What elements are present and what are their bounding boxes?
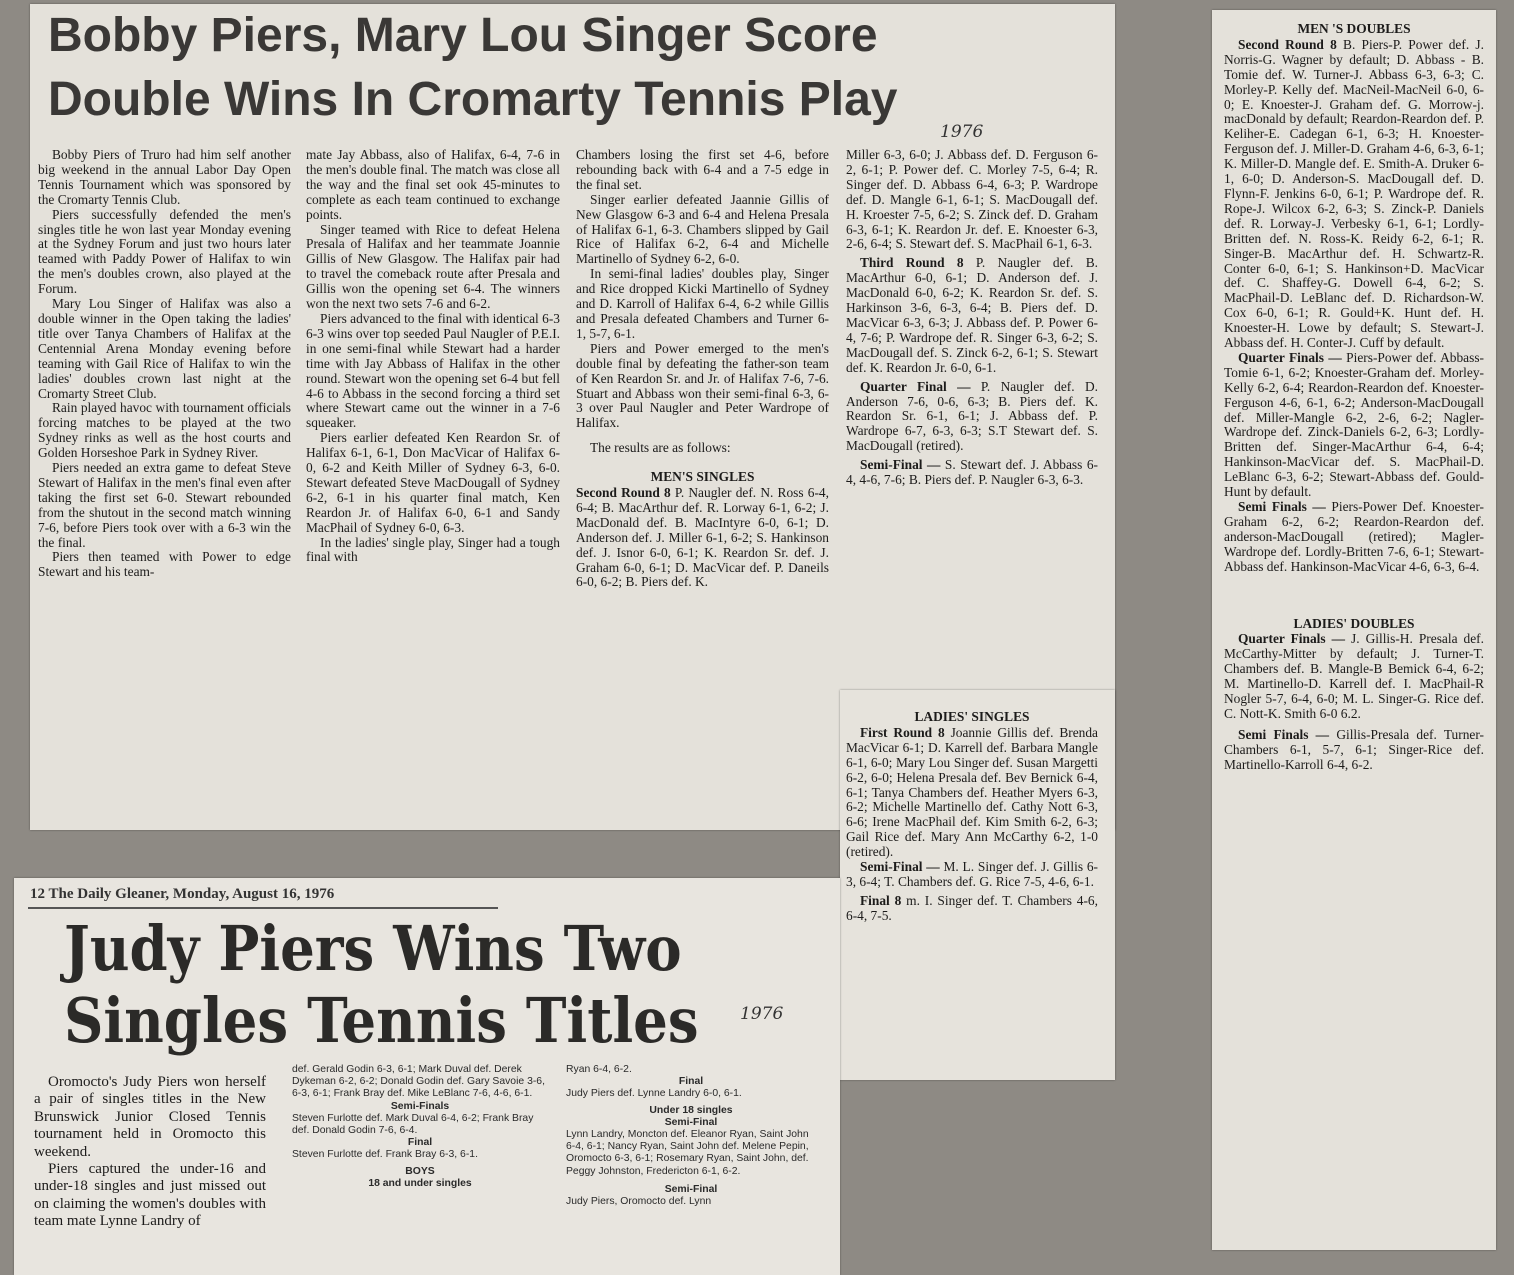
ladies-doubles-heading: LADIES' DOUBLES: [1293, 615, 1415, 631]
paragraph: Piers successfully defended the men's singles title he won last year Monday evening at the Sydney Forum and just two hours later teamed with Paddy Power of Halifax to win the men's doubles crown, also played at the Forum.: [38, 206, 291, 297]
round-results: P. Naugler def. D. Anderson 7-6, 0-6, 6-3; B. Piers def. K. Reardon Sr. 6-1, 6-1; J. Abbass def. P. Wardrope 6-7, 6-3, 6-3; S.T Stewart def. S. MacDougall (retired).: [846, 378, 1098, 454]
round-label: Semi-Final —: [860, 457, 941, 473]
paragraph: Piers and Power emerged to the men's double final by defeating the father-son team of Ken Reardon Sr. and Jr. of Halifax 7-6, 7-6. Stuart and Abbass won their semi-final 6-3, 6-3 over Paul Naugler and Peter Wardrope of Halifax.: [576, 340, 829, 431]
paragraph: Piers captured the under-16 and under-18 singles and just missed out on claiming the women's doubles with team mate Lynne Landry of: [34, 1161, 266, 1230]
round-label: Final 8: [860, 892, 902, 908]
results-paragraph: [846, 860, 1098, 890]
paragraph: In semi-final ladies' doubles play, Singer and Rice dropped Kicki Martinello of Sydney and D. Karroll of Halifax 6-4, 6-2 while Gillis and Presala defeated Chambers and Turner 6-1, 5-7, 6-1.: [576, 266, 829, 341]
results-text: Steven Furlotte def. Mark Duval 6-4, 6-2; Frank Bray def. Donald Godin 7-6, 6-4.: [292, 1112, 534, 1137]
paragraph: Singer earlier defeated Jaannie Gillis of New Glasgow 6-3 and 6-4 and Helena Presala of Halifax 6-1, 6-3. Chambers slipped by Gail Rice of Halifax 6-2, 6-4 and Michelle Martinello of Sydney 6-2, 6-0.: [576, 191, 829, 267]
round-results: S. Stewart def. J. Abbass 6-4, 4-6, 7-6; B. Piers def. P. Naugler 6-3, 6-3.: [846, 457, 1098, 488]
headline-line1: Judy Piers Wins Two: [64, 912, 682, 985]
headline-line1: Bobby Piers, Mary Lou Singer Score: [48, 9, 878, 62]
round-results: m. I. Singer def. T. Chambers 4-6, 6-4, 7-5.: [846, 892, 1098, 923]
mens-singles-heading: MEN'S SINGLES: [650, 469, 755, 485]
paragraph: Bobby Piers of Truro had him self another big weekend in the annual Labor Day Open Tennis Tournament which was sponsored by the Cromarty Tennis Club.: [38, 147, 291, 207]
section-heading: Final: [678, 1076, 704, 1088]
doubles-results-clipping: [1212, 10, 1496, 1250]
section-heading: Semi-Finals: [390, 1100, 450, 1112]
gleaner-column-2: [292, 1064, 548, 1190]
results-paragraph: [1224, 632, 1484, 721]
round-label: Third Round 8: [860, 255, 964, 271]
paragraph: Piers needed an extra game to defeat Steve Stewart of Halifax in the men's final even after taking the first set 6-0. Stewart rebounded from the shutout in the second match winning 7-6, before Piers took over with a 6-3 win the the final.: [38, 460, 291, 550]
ladies-singles-clipping: [840, 690, 1115, 1080]
results-paragraph: [1224, 500, 1484, 575]
article-column-2: [306, 148, 560, 565]
paragraph: Piers advanced to the final with identical 6-3 6-3 wins over top seeded Paul Naugler of P.E.I. in one semi-final while Stewart had a harder time with Jay Abbass of Halifax in the other round. Stewart won the opening set 6-4 but fell 4-6 to Abbass in the second forcing a third set where Stewart came out the winner in a 7-6 squeaker.: [306, 310, 560, 431]
section-heading: Semi-Final: [664, 1183, 718, 1195]
results-paragraph: [846, 894, 1098, 924]
round-results: Joannie Gillis def. Brenda MacVicar 6-1; D. Karrell def. Barbara Mangle 6-1, 6-0; Mary Lou Singer def. Susan Margetti 6-2, 6-0; Helena Presala def. Bev Bernick 6-4, 6-1; Tanya Chambers def. Heather Myers 6-3, 6-2; Michelle Martinello def. Cathy Nott 6-3, 6-6; Irene MacPhail def. Kim Smith 6-2, 6-3; Gail Rice def. Mary Ann McCarthy 6-2, 1-0 (retired).: [846, 724, 1098, 860]
results-text: Judy Piers def. Lynne Landry 6-0, 6-1.: [566, 1088, 742, 1100]
round-results: Piers-Power def. Abbass-Tomie 6-1, 6-2; Knoester-Graham def. Morley-Kelly 6-2, 6-4; Reardon-Reardon def. Knoester-Ferguson 4-6, 6-1, 6-2; Anderson-MacDougall def. Miller-Mangle 6-2, 2-6, 6-2; Nagler-Wardrope def. Zinck-Daniels 6-2, 6-3; Lordly-Britten def. Singer-MacArthur 6-4, 6-4; Hankinson-MacVicar def. S. MacPhail-D. LeBlanc 6-3, 6-2; Stewart-Abbass def. Gould-Hunt by default.: [1224, 349, 1485, 500]
round-label: Semi Finals —: [1238, 726, 1330, 742]
round-results: J. Gillis-H. Presala def. McCarthy-Mitter by default; J. Turner-T. Chambers def. B. Mangle-B Bemick 6-4, 6-2; M. Martinello-D. Karrell def. I. MacPhail-R Nogler 5-7, 6-4, 6-0; M. L. Singer-G. Rice def. C. Nott-K. Smith 6-0 6.2.: [1224, 631, 1484, 721]
dateline-rule: [28, 907, 498, 909]
gleaner-column-1: [34, 1074, 266, 1231]
round-label: Quarter Finals —: [1238, 631, 1345, 647]
headline-line2: Singles Tennis Titles: [64, 984, 699, 1057]
section-subheading: 18 and under singles: [368, 1177, 472, 1189]
round-results: P. Naugler def. N. Ross 6-4, 6-4; B. MacArthur def. R. Lorway 6-1, 6-2; J. MacDonald def. B. MacIntyre 6-0, 6-1; D. Anderson def. J. Miller 6-1, 6-2; S. Hankinson def. J. Isnor 6-0, 6-1; K. Reardon Sr. def. J. Graham 6-0, 6-1; D. MacVicar def. P. Daneils 6-0, 6-2; B. Piers def. K.: [576, 485, 829, 590]
paragraph: Mary Lou Singer of Halifax was also a double winner in the Open taking the ladies' title over Tanya Chambers of Halifax at the Centennial Arena Monday evening before teaming with Gail Rice of Halifax to win the ladies' doubles crown last night at the Cromarty Street Club.: [38, 296, 291, 401]
round-results: M. L. Singer def. J. Gillis 6-3, 6-4; T. Chambers def. G. Rice 7-5, 4-6, 6-1.: [846, 859, 1098, 889]
section-heading: Final: [407, 1137, 433, 1149]
round-label: First Round 8: [860, 724, 945, 740]
results-paragraph: [576, 486, 829, 590]
handwritten-year: 1976: [940, 122, 984, 142]
doubles-column: [1224, 18, 1484, 773]
round-results: Piers-Power Def. Knoester-Graham 6-2, 6-2; Reardon-Reardon def. anderson-MacDougall (retired); Magler-Wardrope def. Lordly-Britten 7-6, 6-1; Stewart-Abbass def. Hankinson-MacVicar 4-6, 6-3, 6-4.: [1224, 499, 1484, 574]
paragraph: Piers then teamed with Power to edge Stewart and his team-: [38, 549, 291, 580]
paragraph: Singer teamed with Rice to defeat Helena Presala of Halifax and her teammate Joannie Gillis of New Glasgow. The Halifax pair had to travel the comeback route after Presala and Gillis won the opening set 6-4. The winners won the next two sets 7-6 and 6-2.: [306, 221, 560, 312]
results-text: Ryan 6-4, 6-2.: [566, 1064, 632, 1075]
results-paragraph: [846, 458, 1098, 488]
handwritten-year: 1976: [740, 1004, 784, 1024]
paragraph: mate Jay Abbass, also of Halifax, 6-4, 7-6 in the men's double final. The match was close all the way and the final set ook 45-minutes to complete as each team continued to exchange points.: [306, 147, 560, 222]
paragraph: Miller 6-3, 6-0; J. Abbass def. D. Ferguson 6-2, 6-1; P. Power def. C. Morley 7-5, 6-4; R. Singer def. D. Abbass 6-4, 6-3; P. Wardrope def. D. Mangle 6-1, 6-1; S. MacDougall def. H. Kroester 7-5, 6-2; S. Zinck def. D. Graham 6-3, 6-1; K. Reardon Jr. def. E. Knoester 6-3, 2-6, 6-4; S. Stewart def. S. MacPhail 6-1, 6-3.: [846, 147, 1098, 252]
paragraph: In the ladies' single play, Singer had a tough final with: [306, 534, 560, 565]
results-paragraph: [846, 256, 1098, 375]
ladies-singles-heading: LADIES' SINGLES: [914, 709, 1030, 724]
gleaner-column-3: [566, 1064, 816, 1208]
results-paragraph: [1224, 351, 1484, 500]
round-label: Second Round 8: [576, 485, 671, 501]
paragraph: The results are as follows:: [590, 440, 731, 456]
article-column-4: [846, 148, 1098, 488]
round-results: B. Piers-P. Power def. J. Norris-G. Wagner by default; D. Abbass - B. Tomie def. W. Turner-J. Abbass 6-3, 6-3; C. Morley-P. Kelly def. MacNeil-MacNeil 6-0, 6-0; E. Knoester-J. Graham def. G. Morrow-j. macDonald by default; Reardon-Reardon def. P. Keliher-E. Cadegan 6-1, 6-3; H. Knoester-Ferguson def. J. Miller-D. Graham 4-6, 6-3, 6-1; K. Miller-D. Mangle def. E. Smith-A. Druker 6-1, 6-0; D. Anderson-S. MacDougall def. D. Flynn-F. Jenkins 6-0, 6-1; P. Wardrope def. R. Rope-J. Wilcox 6-2, 6-3; S. Zinck-P. Daniels def. R. Lorway-J. Verbesky 6-1, 6-1; Lordly-Britten def. N. Ross-K. Reidy 6-2, 6-1; R. Singer-B. MacArthur def. H. Schwartz-R. Conter 6-0, 6-1; S. Hankinson+D. MacVicar def. C. Shaffey-G. Dowell 6-4, 6-2; S. MacPhail-D. LeBlanc def. D. Richardson-W. Cox 6-0, 6-1; R. Gould+K. Hunt def. H. Knoester-H. Lowe by default; S. Stewart-J. Abbass def. H. Conter-J. Cuff by default.: [1224, 36, 1484, 351]
round-results: Gillis-Presala def. Turner-Chambers 6-1, 5-7, 6-1; Singer-Rice def. Martinello-Karroll 6-4, 6-2.: [1224, 726, 1484, 772]
paragraph: Rain played havoc with tournament officials forcing matches to be played at the two Sydney rinks as well as the host courts and Golden Horseshoe Park in Sydney River.: [38, 400, 291, 461]
results-paragraph: [1224, 38, 1484, 351]
results-paragraph: [1224, 728, 1484, 773]
headline-line2: Double Wins In Cromarty Tennis Play: [48, 73, 898, 126]
results-paragraph: [846, 726, 1098, 860]
section-heading: Semi-Final: [664, 1116, 718, 1128]
round-label: Quarter Final —: [860, 378, 971, 394]
results-text: def. Gerald Godin 6-3, 6-1; Mark Duval def. Derek Dykeman 6-2, 6-2; Donald Godin def. Gary Savoie 3-6, 6-3, 6-1; Frank Bray def. Mike LeBlanc 7-6, 4-6, 6-1.: [292, 1064, 545, 1100]
results-text: Lynn Landry, Moncton def. Eleanor Ryan, Saint John 6-4, 6-1; Nancy Ryan, Saint John def. Melene Pepin, Oromocto 6-3, 6-1; Rosemary Ryan, Saint John, def. Peggy Johnston, Fredericton 6-1, 6-2.: [566, 1129, 809, 1177]
paragraph: Piers earlier defeated Ken Reardon Sr. of Halifax 6-1, 6-1, Don MacVicar of Halifax 6-0, 6-2 and Keith Miller of Sydney 6-3, 6-0. Stewart defeated Steve MacDougall of Sydney 6-2, 6-1 in his quarter final match, Ken Reardon Jr. of Halifax 6-0, 6-1 and Sandy MacPhail of Sydney 6-0, 6-3.: [306, 430, 560, 535]
section-heading: BOYS: [405, 1165, 435, 1177]
section-heading: Under 18 singles: [649, 1104, 733, 1116]
dateline: 12 The Daily Gleaner, Monday, August 16, 1976: [30, 886, 335, 902]
paragraph: Chambers losing the first set 4-6, before rebounding back with 6-4 and a 7-5 edge in the final set.: [576, 147, 829, 192]
round-results: P. Naugler def. B. MacArthur 6-0, 6-1; D. Anderson def. J. MacDonald 6-0, 6-2; K. Reardon Sr. def. S. Harkinson 3-6, 6-3, 6-4; B. Piers def. D. MacVicar 6-3, 6-3; J. Abbass def. P. Power 6-4, 7-6; P. Wardrope def. R. Singer 6-3, 6-2; S. MacDougall def. S. Zinck 6-2, 6-1; S. Stewart def. K. Reardon Jr. 6-0, 6-1.: [846, 255, 1098, 375]
mens-doubles-heading: MEN 'S DOUBLES: [1297, 21, 1411, 36]
round-label: Semi-Final —: [860, 859, 940, 875]
round-label: Semi Finals —: [1238, 499, 1326, 514]
results-text: Judy Piers, Oromocto def. Lynn: [566, 1196, 712, 1208]
paragraph: Oromocto's Judy Piers won herself a pair of singles titles in the New Brunswick Junior Closed Tennis tournament held in Oromocto this weekend.: [34, 1074, 266, 1160]
article-column-3: [576, 148, 829, 590]
article-clipping-gleaner: [14, 878, 840, 1275]
results-text: Steven Furlotte def. Frank Bray 6-3, 6-1.: [292, 1149, 478, 1161]
ladies-singles-column: [846, 706, 1098, 924]
round-label: Second Round 8: [1238, 36, 1337, 52]
results-paragraph: [846, 380, 1098, 455]
round-label: Quarter Finals —: [1238, 349, 1342, 365]
article-column-1: [38, 148, 291, 580]
